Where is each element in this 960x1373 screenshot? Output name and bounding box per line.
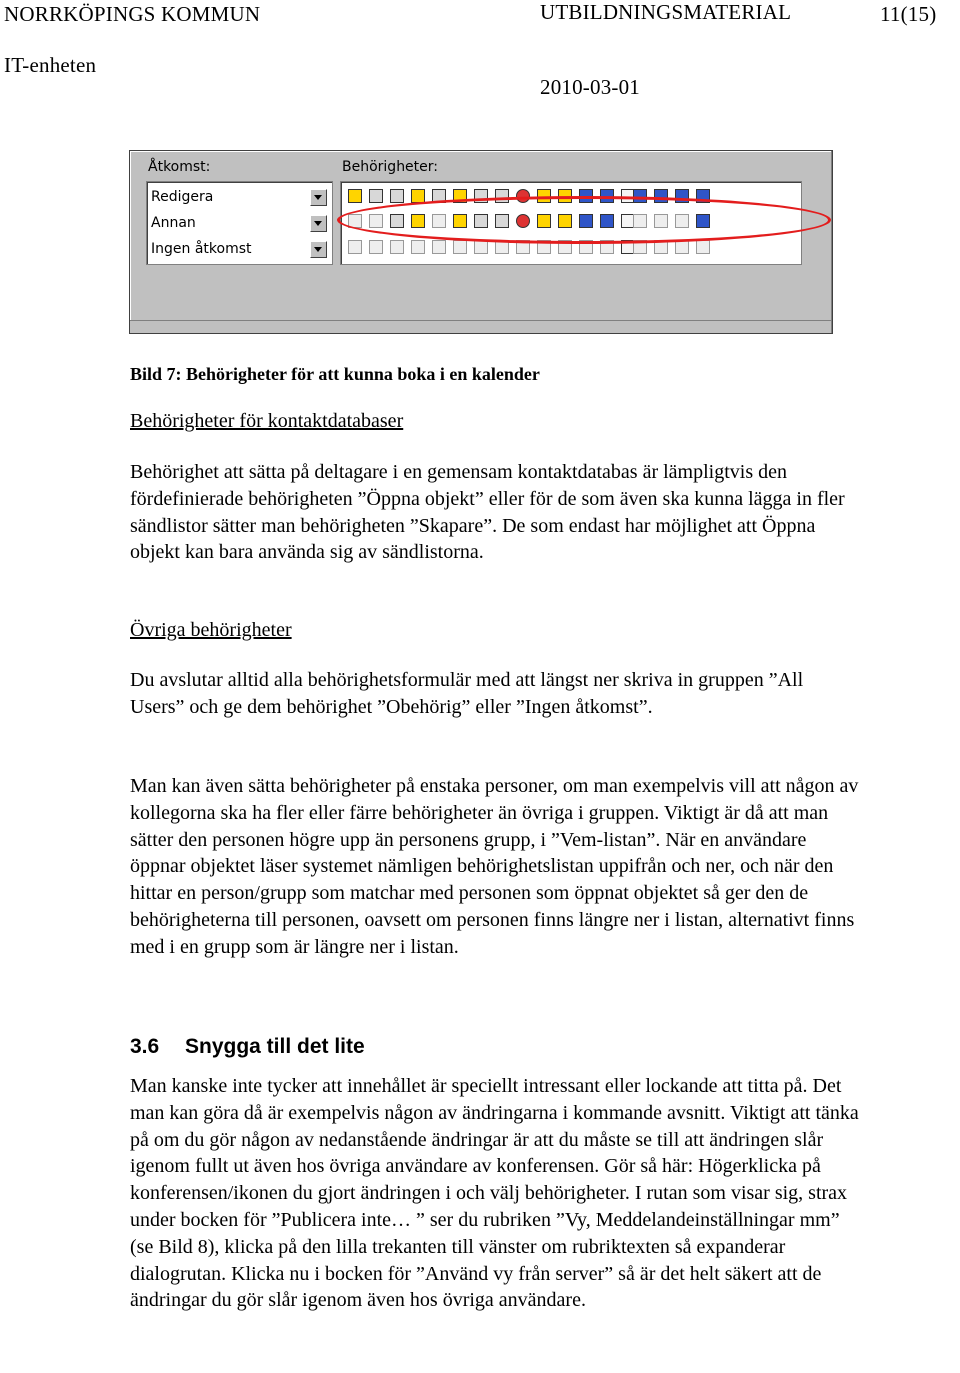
paragraph-tidy-up: [130, 1073, 860, 1314]
header-doc-type: UTBILDNINGSMATERIAL: [540, 0, 792, 24]
section-title: Snygga till det lite: [185, 1035, 365, 1058]
dialog-frame-bottom: [130, 320, 832, 333]
pen-icon[interactable]: [366, 186, 385, 205]
dropdown-arrow-icon[interactable]: [310, 215, 327, 232]
trash-icon[interactable]: [387, 237, 406, 256]
folder-key-icon[interactable]: [408, 237, 427, 256]
access-listbox: [146, 181, 333, 265]
header-page: 11(15): [880, 2, 937, 26]
paragraph-other-perms-1: [130, 667, 860, 721]
pencil-icon[interactable]: [345, 237, 364, 256]
highlight-oval: [337, 196, 831, 244]
paragraph-text: Man kanske inte tycker att innehållet är speciellt intressant eller lockande att titta på. Det man kan göra då är exempelvis någon av ändringarna i kommande avsnitt. Viktigt att tänka på om du gör någon av nedanstående ändringar är att du måste se till att ändringen slår igenom fullt ut även hos övriga användare av konferensen. Gör så här: Högerklicka på konferensen/ikonen du gjort ändringen i och välj behörigheter. I rutan som visar sig, strax under bocken för ”Publicera inte… ” ser du rubriken ”Vy, Meddelandeinställningar mm” (se Bild 8), klicka på den lilla trekanten till vänster om rubriktexten så expanderar dialogrutan. Klicka nu i bocken för ”Använd vy från server” så är det helt säkert att de ändringar du gör slår igenom även hos övriga användare.: [130, 1075, 859, 1312]
permissions-label: Behörigheter:: [342, 159, 439, 175]
access-row-2[interactable]: [149, 238, 331, 260]
access-row-1[interactable]: [149, 212, 331, 234]
section-heading-other-perms: Övriga behörigheter: [130, 619, 292, 641]
access-row-label: Ingen åtkomst: [151, 241, 252, 257]
paragraph-text: Behörighet att sätta på deltagare i en gemensam kontaktdatabas är lämpligtvis den fördefinierade behörigheten ”Öppna objekt” eller för de som även ska kunna lägga in fler sändlistor sätter man behörigheten ”Skapare”. De som endast har möjlighet att Öppna objekt kan bara använda sig av sändlistorna.: [130, 461, 845, 564]
header-date: 2010-03-01: [540, 75, 640, 99]
access-label: Åtkomst:: [148, 159, 211, 175]
trash-icon[interactable]: [387, 186, 406, 205]
access-row-label: Redigera: [151, 189, 214, 205]
paragraph-text: Du avslutar alltid alla behörighetsformulär med att längst ner skriva in gruppen ”All Users” och ge dem behörighet ”Obehörig” eller ”Ingen åtkomst”.: [130, 669, 804, 718]
section-heading-contact-db: Behörigheter för kontaktdatabaser: [130, 410, 404, 432]
paragraph-other-perms-2: [130, 773, 860, 961]
paragraph-contact-db: [130, 459, 860, 566]
section-number: 3.6: [130, 1035, 160, 1058]
access-row-label: Annan: [151, 215, 196, 231]
paragraph-text: Man kan även sätta behörigheter på enstaka personer, om man exempelvis vill att någon av kollegorna ska ha fler eller färre behörigheter än övriga i gruppen. Viktigt är då att man sätter den personen högre upp än personens grupp, i ”Vem-listan”. När en användare öppnar objektet läser systemet nämligen behörighetslistan uppifrån och ner, och när den hittar en person/grupp som matchar med personen som öppnat objektet så ger den de behörigheterna till personen, oavsett om personen finns längre ner i listan, alternativt finns med i en grupp som är längre ner i listan.: [130, 775, 859, 958]
permissions-screenshot: [129, 150, 833, 334]
pen-icon[interactable]: [366, 237, 385, 256]
dropdown-arrow-icon[interactable]: [310, 189, 327, 206]
dialog-frame-right: [831, 151, 832, 333]
header-unit: IT-enheten: [4, 53, 97, 77]
pencil-icon[interactable]: [345, 186, 364, 205]
access-row-0[interactable]: [149, 186, 331, 208]
dropdown-arrow-icon[interactable]: [310, 241, 327, 258]
header-org: NORRKÖPINGS KOMMUN: [4, 2, 261, 26]
figure-caption: Bild 7: Behörigheter för att kunna boka i en kalender: [130, 364, 540, 384]
